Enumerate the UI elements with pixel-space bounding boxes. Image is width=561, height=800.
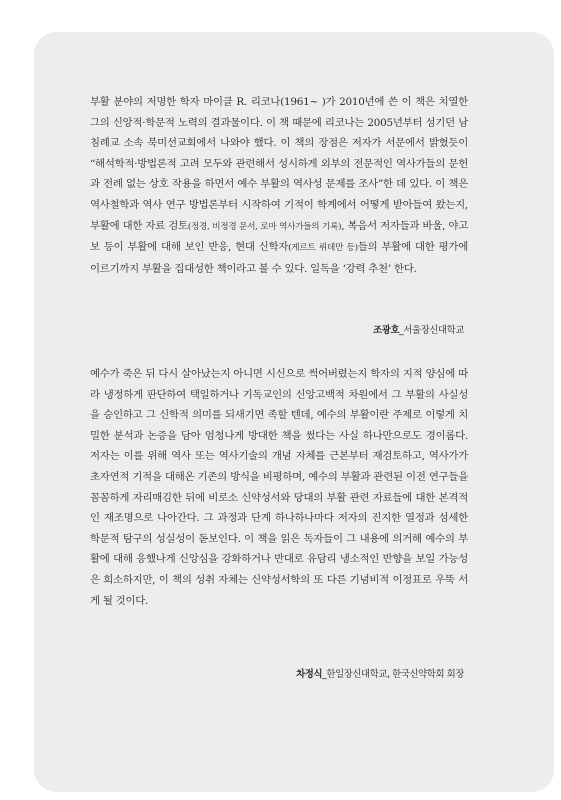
reviewer-name: 조광호 bbox=[373, 325, 400, 336]
review-1-note: (게르트 뤼데만 등) bbox=[288, 243, 358, 254]
review-1-segment: 들의 부활에 대한 평가에 이르기까지 부활을 집대성한 책이라고 볼 수 있다. 일독을 ‘강력 추천’ 한다. bbox=[90, 241, 468, 275]
review-text-2: 예수가 죽은 뒤 다시 살아났는지 아니면 시신으로 썩어버렸는지 학자의 지적 양심에 따라 냉정하게 판단하여 택일하거나 기독교인의 신앙고백적 차원에서 그 부활의 사실성을 승인하고 그 신학적 의미를 되새기면 족할 텐데, 예수의 부활이란 주제로 이렇게 치밀한 분석과 논증을 담아 엄청나게 방대한 책을 썼다는 사실 하나만으로도 경이롭다. 저자는 이를 위해 역사 또는 역사기술의 개념 자체를 근본부터 재검토하고, 역사가가 초자연적 기적을 대해온 기존의 방식을 비평하며, 예수의 부활과 관련된 이전 연구들을 꼼꼼하게 자리매김한 뒤에 비로소 신약성서와 당대의 부활 관련 자료들에 대한 본격적인 재조명으로 나아간다. 그 과정과 단계 하나하나마다 저자의 진지한 열정과 섬세한 학문적 탐구의 성실성이 돋보인다. 이 책을 읽은 독자들이 그 내용에 의거해 예수의 부활에 대해 응했나게 신앙심을 강화하거나 반대로 유담리 냉소적인 반향을 보일 가능성은 희소하지만, 이 책의 성취 자체는 신약성서학의 또 다른 기념비적 이정표로 우뚝 서게 될 것이다. bbox=[90, 368, 468, 607]
reviewer-signature-2 bbox=[296, 666, 464, 680]
reviewer-name: 차정식 bbox=[296, 669, 323, 680]
reviewer-affiliation: _한일장신대학교, 한국신약학회 회장 bbox=[322, 669, 464, 680]
review-1-segment: 부활 분야의 저명한 학자 마이클 R. 리코나(1961~ )가 2010년에 쓴 이 책은 치열한 그의 신앙적·학문적 노력의 결과물이다. 이 책 때문에 리코나는 2005년부터 섬기던 남침례교 소속 북미선교회에서 나와야 했다. 이 책의 장점은 저자가 서문에서 밝혔듯이 “해석학적·방법론적 고려 모두와 관련해서 성시하게 외부의 전문적인 역사가들의 문헌과 전례 없는 상호 작용을 하면서 예수 부활의 역사성 문제를 조사”한 데 있다. 이 책은 역사철학과 역사 연구 방법론부터 시작하여 기적이 학계에서 어떻게 받아들여 왔는지, 부활에 대한 자료 검토 bbox=[90, 96, 468, 232]
reviewer-signature-1 bbox=[373, 322, 464, 336]
review-1-note: (정경, 비정경 문서, 로마 역사가들의 기록) bbox=[187, 221, 342, 232]
review-text-1 bbox=[90, 92, 468, 279]
review-1-segment: , 복음서 저자들과 바울, 야고보 등이 부활에 대해 보인 반응, 현대 신학자 bbox=[90, 219, 468, 254]
reviewer-affiliation: _서울장신대학교 bbox=[399, 325, 464, 336]
